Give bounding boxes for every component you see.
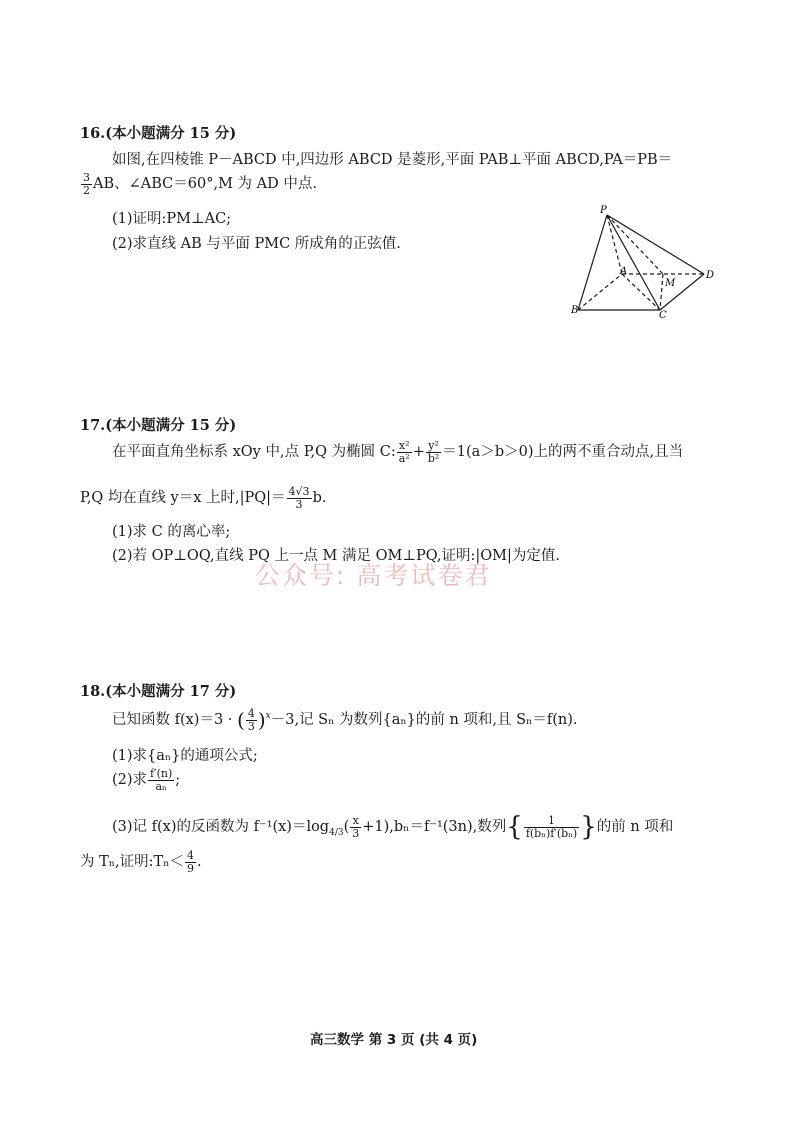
sequence-fraction: $\frac{1}{\text{f(bₙ)f′(bₙ)}}$ bbox=[525, 813, 578, 840]
bound-fraction: $\frac{4}{9}$ bbox=[187, 849, 194, 875]
q18-part2-a: (2)求 bbox=[112, 772, 148, 789]
ellipse-y-fraction: $\frac{\text{y²}}{\text{b²}}$ bbox=[427, 439, 440, 465]
label-A: A bbox=[620, 266, 628, 277]
q16-line2 bbox=[80, 172, 317, 196]
pq-fraction: $\frac{4√3}{3}$ bbox=[288, 485, 310, 511]
q18-header: 18.(本小题满分 17 分) bbox=[80, 683, 237, 700]
q18-part3-a: (3)记 f(x)的反函数为 f⁻¹(x)＝log bbox=[112, 819, 330, 835]
label-B: B bbox=[571, 305, 579, 316]
log-base: 4/3 bbox=[329, 827, 344, 838]
q16-header: 16.(本小题满分 15 分) bbox=[80, 125, 237, 142]
q17-line1-a: 在平面直角坐标系 xOy 中,点 P,Q 为椭圆 C: bbox=[112, 444, 396, 461]
q17-line2 bbox=[80, 486, 326, 510]
q18-last-line bbox=[80, 850, 202, 874]
pyramid-figure bbox=[570, 200, 720, 325]
q18-line1-b: －3,记 Sₙ 为数列{aₙ}的前 n 项和,且 Sₙ＝f(n). bbox=[270, 712, 578, 729]
label-M: M bbox=[665, 278, 676, 289]
q18-part3: (3)记 f(x)的反函数为 $f^{-1}(x)=\log_{4/3}$( $\frac{x}{3}$ +1),bₙ＝f⁻¹(3n),数列{ $\frac{1}{\text{f(bₙ)f′(bₙ)}}$ }的前 n 项和 bbox=[112, 812, 674, 842]
label-D: D bbox=[706, 270, 715, 281]
q16-line2-text: AB、∠ABC＝60°,M 为 AD 中点. bbox=[93, 176, 317, 193]
q18-part2 bbox=[112, 768, 180, 792]
q17-line2-b: b. bbox=[312, 490, 327, 507]
q18-last-a: 为 Tₙ,证明:Tₙ＜ bbox=[80, 854, 184, 871]
q17-part2: (2)若 OP⊥OQ,直线 PQ 上一点 M 满足 OM⊥PQ,证明:|OM|为定值. bbox=[112, 548, 561, 564]
label-P: P bbox=[600, 205, 607, 216]
page-footer: 高三数学 第 3 页 (共 4 页) bbox=[310, 1032, 478, 1048]
q17-part1: (1)求 C 的离心率; bbox=[112, 524, 231, 540]
inner-fraction: $\frac{x}{3}$ bbox=[352, 813, 360, 840]
q18-last-b: . bbox=[197, 854, 202, 871]
watermark: 公众号: 高考试卷君 bbox=[255, 561, 492, 590]
exponent: x bbox=[265, 711, 271, 722]
q17-header: 17.(本小题满分 15 分) bbox=[80, 417, 237, 434]
derivative-fraction: $\frac{f'(n)}{\text{aₙ}}$ bbox=[150, 767, 173, 793]
q18-part3-d: 的前 n 项和 bbox=[596, 819, 674, 835]
label-C: C bbox=[659, 310, 667, 321]
q16-fraction: $\frac{3}{2}$ bbox=[83, 171, 90, 197]
q18-part1: (1)求{aₙ}的通项公式; bbox=[112, 748, 258, 764]
q16-part2: (2)求直线 AB 与平面 PMC 所成角的正弦值. bbox=[112, 236, 401, 252]
plus-sign: + bbox=[412, 444, 425, 461]
q18-part2-b: ; bbox=[175, 772, 181, 789]
q18-line1-a: 已知函数 f(x)＝3 · bbox=[112, 712, 238, 729]
q18-part3-c: +1),bₙ＝f⁻¹(3n),数列 bbox=[362, 819, 507, 835]
q16-line1: 如图,在四棱锥 P－ABCD 中,四边形 ABCD 是菱形,平面 PAB⊥平面 ABCD,PA＝PB＝ bbox=[112, 152, 673, 168]
q17-line1-b: ＝1(a＞b＞0)上的两不重合动点,且当 bbox=[442, 444, 684, 461]
q17-line2-a: P,Q 均在直线 y＝x 上时,|PQ|＝ bbox=[80, 490, 286, 507]
base-fraction: $\frac{4}{3}$ bbox=[247, 707, 255, 733]
q16-part1: (1)证明:PM⊥AC; bbox=[112, 211, 232, 227]
q18-line1: 已知函数 f(x)＝3 · ( $\frac{4}{3}$ )$^x$－3,记 Sₙ 为数列{aₙ}的前 n 项和,且 Sₙ＝f(n). bbox=[112, 707, 578, 733]
ellipse-x-fraction: $\frac{\text{x²}}{\text{a²}}$ bbox=[398, 439, 410, 465]
q17-line1 bbox=[112, 440, 683, 464]
q18-part3-b: ( bbox=[343, 819, 350, 835]
